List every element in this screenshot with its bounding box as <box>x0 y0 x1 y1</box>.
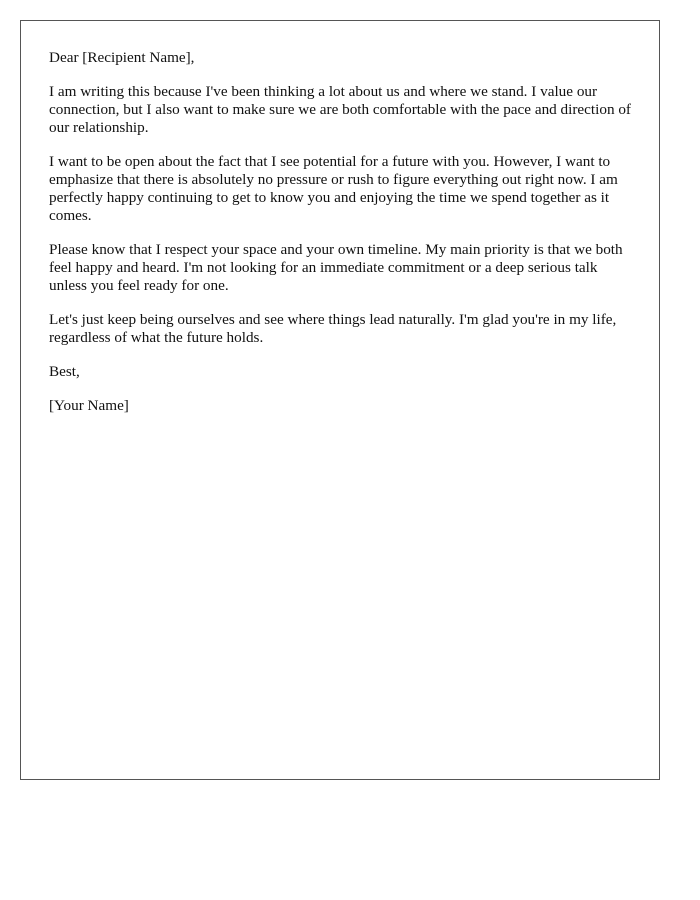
letter-greeting: Dear [Recipient Name], <box>49 49 195 66</box>
letter-paragraph-2: I want to be open about the fact that I see potential for a future with you. However, I want to emphasize that there is absolutely no pressure or rush to figure everything out right now. I am perfectly happy continuing to get to know you and enjoying the time we spend together as it comes. <box>49 153 618 224</box>
letter-paragraph-1: I am writing this because I've been thinking a lot about us and where we stand. I value our connection, but I also want to make sure we are both comfortable with the pace and direction of our relationship. <box>49 83 631 136</box>
letter-page <box>20 20 660 780</box>
letter-closing: Best, <box>49 363 80 380</box>
letter-body <box>49 49 634 431</box>
letter-signature: [Your Name] <box>49 397 129 414</box>
letter-paragraph-4: Let's just keep being ourselves and see where things lead naturally. I'm glad you're in my life, regardless of what the future holds. <box>49 311 617 346</box>
letter-paragraph-3: Please know that I respect your space and your own timeline. My main priority is that we both feel happy and heard. I'm not looking for an immediate commitment or a deep serious talk unless you feel ready for one. <box>49 241 623 294</box>
